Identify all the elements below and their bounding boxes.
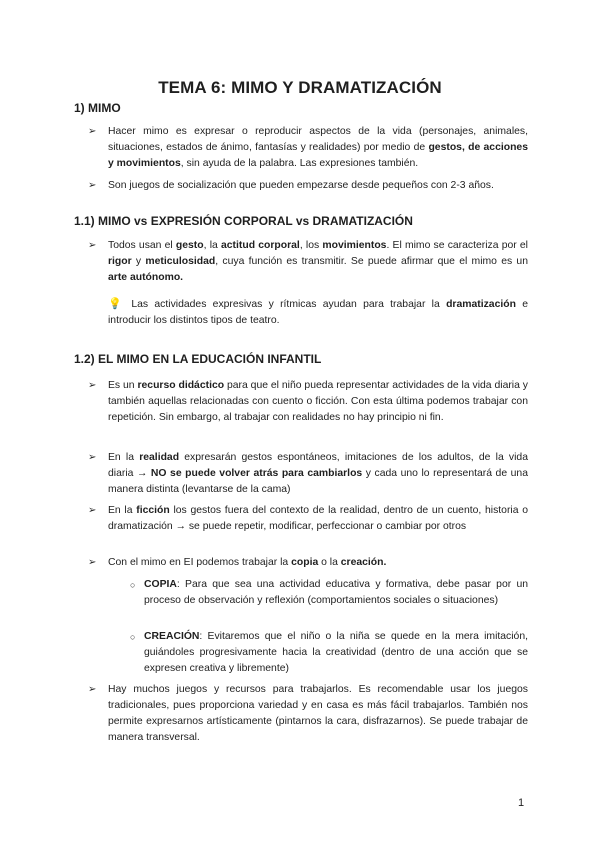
lightbulb-icon: 💡 [108, 298, 126, 310]
bullet-item [88, 178, 528, 194]
circle-bullet-icon: ○ [130, 580, 136, 590]
document-title: TEMA 6: MIMO Y DRAMATIZACIÓN [158, 78, 442, 97]
bullet-text: En la ficción los gestos fuera del contexto de la realidad, dentro de un cuento, historia o dramatización → se puede repetir, modificar, perfeccionar o cambiar por otros [108, 505, 528, 532]
arrow-bullet-icon: ➢ [88, 452, 97, 463]
bullet-text: Hacer mimo es expresar o reproducir aspectos de la vida (personajes, animales, situaciones, estados de ánimo, fantasías y realidades) por medio de gestos, de acciones y movimientos, sin ayuda de la palabra. Las expresiones también. [108, 126, 528, 169]
sub-bullet-item [130, 577, 528, 609]
arrow-bullet-icon: ➢ [88, 240, 97, 251]
bullet-text: Todos usan el gesto, la actitud corporal, los movimientos. El mimo se caracteriza por el rigor y meticulosidad, cuya función es transmitir. Se puede afirmar que el mimo es un arte autónomo. [108, 240, 528, 283]
sub-bullet-text: CREACIÓN: Evitaremos que el niño o la niña se quede en la mera imitación, guiándoles progresivamente hacia la creatividad (dentro de una acción que se expresen creativa y libremente) [144, 631, 528, 674]
bullet-text: Con el mimo en EI podemos trabajar la copia o la creación. [108, 557, 387, 568]
bullet-item [88, 124, 528, 172]
sub-bullet-text: COPIA: Para que sea una actividad educativa y formativa, debe pasar por un proceso de observación y reflexión (comportamientos sociales o situaciones) [144, 579, 528, 606]
arrow-bullet-icon: ➢ [88, 684, 97, 695]
bullet-item [88, 555, 528, 571]
bullet-item [88, 378, 528, 426]
arrow-bullet-icon: ➢ [88, 126, 97, 137]
tip-note: 💡 Las actividades expresivas y rítmicas ayudan para trabajar la dramatización e introducir los distintos tipos de teatro. [108, 298, 528, 326]
bullet-text: Es un recurso didáctico para que el niño pueda representar actividades de la vida diaria y también aquellas relacionadas con cuento o ficción. Con esta última podemos trabajar con repetición. Sin embargo, al trabajar con realidades no hay principio ni fin. [108, 380, 528, 423]
page-number: 1 [518, 797, 525, 809]
section-heading-educacion-infantil: 1.2) EL MIMO EN LA EDUCACIÓN INFANTIL [74, 352, 322, 366]
bullet-item [88, 450, 528, 498]
bullet-text: Son juegos de socialización que pueden empezarse desde pequeños con 2-3 años. [108, 180, 494, 191]
arrow-bullet-icon: ➢ [88, 180, 97, 191]
bullet-item [88, 238, 528, 286]
circle-bullet-icon: ○ [130, 632, 136, 642]
bullet-item [88, 503, 528, 535]
bullet-text: En la realidad expresarán gestos espontáneos, imitaciones de los adultos, de la vida diaria → NO se puede volver atrás para cambiarlos y cada uno lo representará de una manera distinta (levantarse de la cama) [108, 452, 528, 495]
arrow-bullet-icon: ➢ [88, 557, 97, 568]
bullet-text: Hay muchos juegos y recursos para trabajarlos. Es recomendable usar los juegos tradicionales, pues proporciona variedad y en casa es más fácil trabajarlos. También nos permite expresarnos artísticamente (pintarnos la cara, disfrazarnos). Se puede trabajar de manera transversal. [108, 684, 528, 743]
arrow-bullet-icon: ➢ [88, 505, 97, 516]
section-heading-mimo-vs: 1.1) MIMO vs EXPRESIÓN CORPORAL vs DRAMATIZACIÓN [74, 214, 413, 228]
section-heading-mimo: 1) MIMO [74, 101, 121, 115]
sub-bullet-item [130, 629, 528, 677]
arrow-bullet-icon: ➢ [88, 380, 97, 391]
bullet-item [88, 682, 528, 746]
